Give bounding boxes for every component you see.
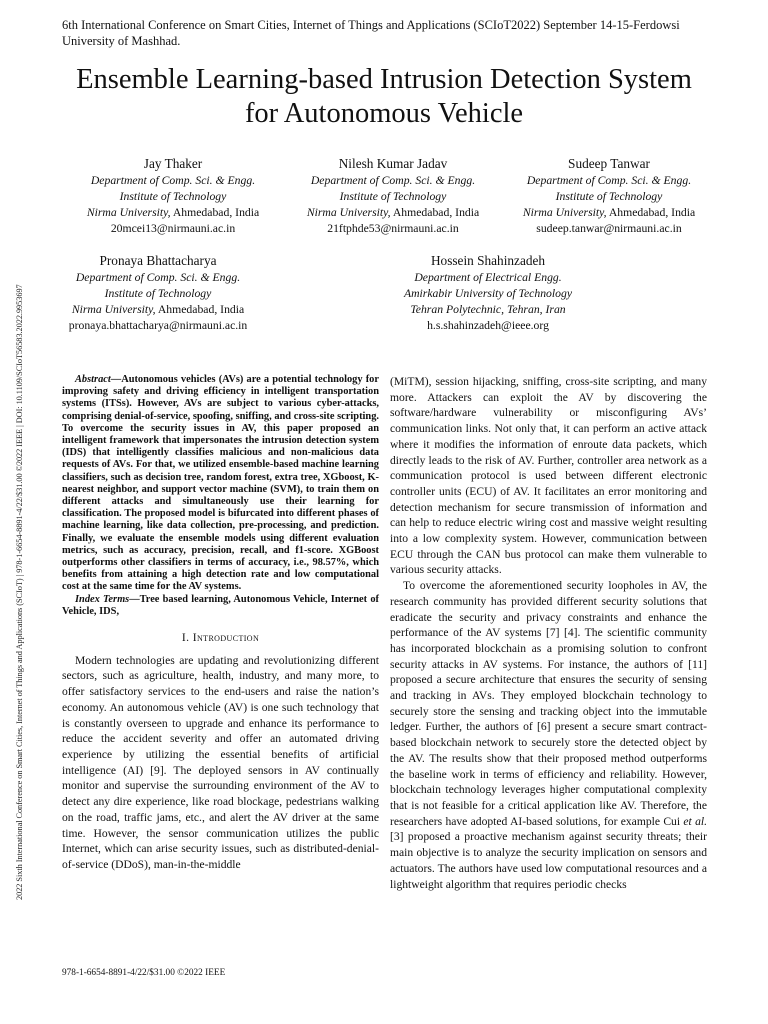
abstract [62, 374, 379, 594]
side-citation-text: 2022 Sixth International Conference on Smart Cities, Internet of Things and Applications (SCIoT) | 978-1-6654-8891-4/22/$31.00 ©2022 IEEE | DOI: 10.1109/SCIoT56583.2022.9953697 [15, 284, 24, 900]
author-dept: Department of Comp. Sci. & Engg. [90, 174, 256, 187]
author-uni: Nirma University, [86, 206, 171, 219]
author-email: sudeep.tanwar@nirmauni.ac.in [536, 222, 682, 235]
body-text: To overcome the aforementioned security loopholes in AV, the research community has provided different security solutions that eradicate the security and privacy constraints and enhance the performance of the AV systems [7] [4]. The scientific community has incorporated blockchain as a promising solution to confront security attacks in AV systems. For instance, the authors of [11] proposed a secure architecture that ensures the security of sensing and tracking in AVs. They employed blockchain technology to securely store the sensing and tracking object into the immutable ledger. Further, the authors of [6] present a secure smart contract-based blockchain network to securely store the detected object by the AV. The results show that their proposed method outperforms the baseline work in terms of efficiency and reliability. However, blockchain technology leverages higher computational complexity that is not feasible for a critical application like AV. Therefore, the researchers have adopted AI-based solutions, for example Cui [390, 579, 707, 828]
author-city: Ahmedabad, India [608, 206, 696, 219]
author-uni: Tehran Polytechnic, Tehran, Iran [410, 303, 566, 316]
author-name: Nilesh Kumar Jadav [338, 156, 448, 171]
author-dept: Department of Comp. Sci. & Engg. [310, 174, 476, 187]
intro-paragraph: Modern technologies are updating and revolutionizing different sectors, such as agriculture, health, industry, and many more, to offer satisfactory services to the end-users and raise the nation’s economy. An autonomous vehicle (AV) is one such technology that is constantly overseen to upgrade and enhance its performance to reduce the accident severity and offer an automated driving experience by utilizing the essential benefits of artificial intelligence (AI) [9]. The deployed sensors in AV continually monitor and supervise the surrounding environment of the AV to detect any dire experience, like road blockage, pedestrians walking on the road, traffic jams, etc., and alert the AV driver at the same time. However, the sensor communication utilizes the public Internet, which can arise security issues, such as distributed-denial-of-service (DDoS), man-in-the-middle [62, 653, 379, 871]
right-column [390, 374, 707, 892]
paper-title: Ensemble Learning-based Intrusion Detection System for Autonomous Vehicle [76, 64, 692, 129]
index-terms-text: —Tree based learning, Autonomous Vehicle, Internet of Vehicle, IDS, [62, 593, 379, 617]
author-email: 21ftphde53@nirmauni.ac.in [327, 222, 459, 235]
author-block [68, 155, 278, 237]
author-inst: Institute of Technology [119, 190, 227, 203]
author-block [360, 252, 616, 334]
author-uni: Nirma University, [71, 303, 156, 316]
section-heading [62, 630, 379, 646]
author-name: Hossein Shahinzadeh [430, 253, 546, 268]
body-paragraph: (MiTM), session hijacking, sniffing, cross-site scripting, and many more. Attackers can exploit the AV by discovering the software/hardware vulnerability or misconfiguring AVs’ communication links. Not only that, it can perform an active attack where it modifies the information of enroute data packets, which directly leads to the risk of AV. Further, controller area network as a communication protocol is used between different electronic controller units (ECU) of AV. It facilitates an error monitoring and detection mechanism for secure transmission of information and can help to reduce electric wiring cost and massive weight resulting into a low complexity system. However, communication between ECU through the CAN bus protocol can make them vulnerable to various security attacks. [390, 375, 707, 577]
copyright-footer: 978-1-6654-8891-4/22/$31.00 ©2022 IEEE [62, 968, 226, 978]
author-name: Jay Thaker [143, 156, 203, 171]
author-inst: Amirkabir University of Technology [403, 287, 573, 300]
author-dept: Department of Electrical Engg. [414, 271, 562, 284]
author-uni: Nirma University, [522, 206, 607, 219]
left-column [62, 374, 379, 873]
author-block [288, 155, 498, 237]
author-dept: Department of Comp. Sci. & Engg. [526, 174, 692, 187]
author-block [52, 252, 264, 334]
author-dept: Department of Comp. Sci. & Engg. [75, 271, 241, 284]
section-numeral: I. [181, 631, 190, 645]
author-uni: Nirma University, [306, 206, 391, 219]
author-inst: Institute of Technology [339, 190, 447, 203]
et-al: et al. [683, 814, 707, 828]
index-terms-label: Index Terms [75, 593, 130, 605]
author-city: Ahmedabad, India [157, 303, 245, 316]
author-email: h.s.shahinzadeh@ieee.org [427, 319, 549, 332]
author-inst: Institute of Technology [104, 287, 212, 300]
body-paragraph [390, 578, 707, 892]
author-name: Pronaya Bhattacharya [99, 253, 217, 268]
author-city: Ahmedabad, India [392, 206, 480, 219]
author-block [500, 155, 718, 237]
author-city: Ahmedabad, India [172, 206, 260, 219]
side-citation [13, 120, 29, 900]
author-inst: Institute of Technology [555, 190, 663, 203]
author-email: pronaya.bhattacharya@nirmauni.ac.in [68, 319, 248, 332]
body-text: [3] proposed a proactive mechanism against security threats; their main objective is to analyze the security implication on sensors and actuators. The authors have used low computational resources and a lightweight algorithm that requires periodic checks [390, 830, 707, 891]
abstract-label: Abstract [75, 374, 111, 385]
index-terms [62, 594, 379, 618]
conference-header: 6th International Conference on Smart Cities, Internet of Things and Applications (SCIoT2022) September 14-15-Ferdowsi University of Mashhad. [62, 18, 680, 48]
author-email: 20mcei13@nirmauni.ac.in [110, 222, 236, 235]
author-name: Sudeep Tanwar [568, 156, 650, 171]
section-title: Introduction [192, 631, 260, 645]
abstract-text: —Autonomous vehicles (AVs) are a potential technology for improving safety and driving efficiency in intelligent transportation systems (ITSs). However, AVs are subject to various cyber-attacks, comprising denial-of-service, spoofing, sniffing, and cross-site scripting. To overcome the security issues in AV, this paper proposed an intelligent framework that impersonates the intrusion detection system (IDS) that intelligently classifies malicious and non-malicious data requests of AVs. For that, we utilized ensemble-based machine learning classifiers, such as decision tree, random forest, extra tree, XGboost, K-nearest neighbor, and support vector machine (SVM), to train them on different attacks and simultaneously use their learning for classification. The proposed model is bifurcated into different phases of machine learning, like data collection, pre-processing, and prediction. Finally, we evaluate the ensemble models using different evaluation metrics, such as accuracy, precision, recall, and f1-score. XGBoost outperforms other classifiers in terms of accuracy, i.e., 98.57%, which benefits from attaining a high detection rate and low computational cost at the same time for the AV systems. [62, 374, 379, 593]
